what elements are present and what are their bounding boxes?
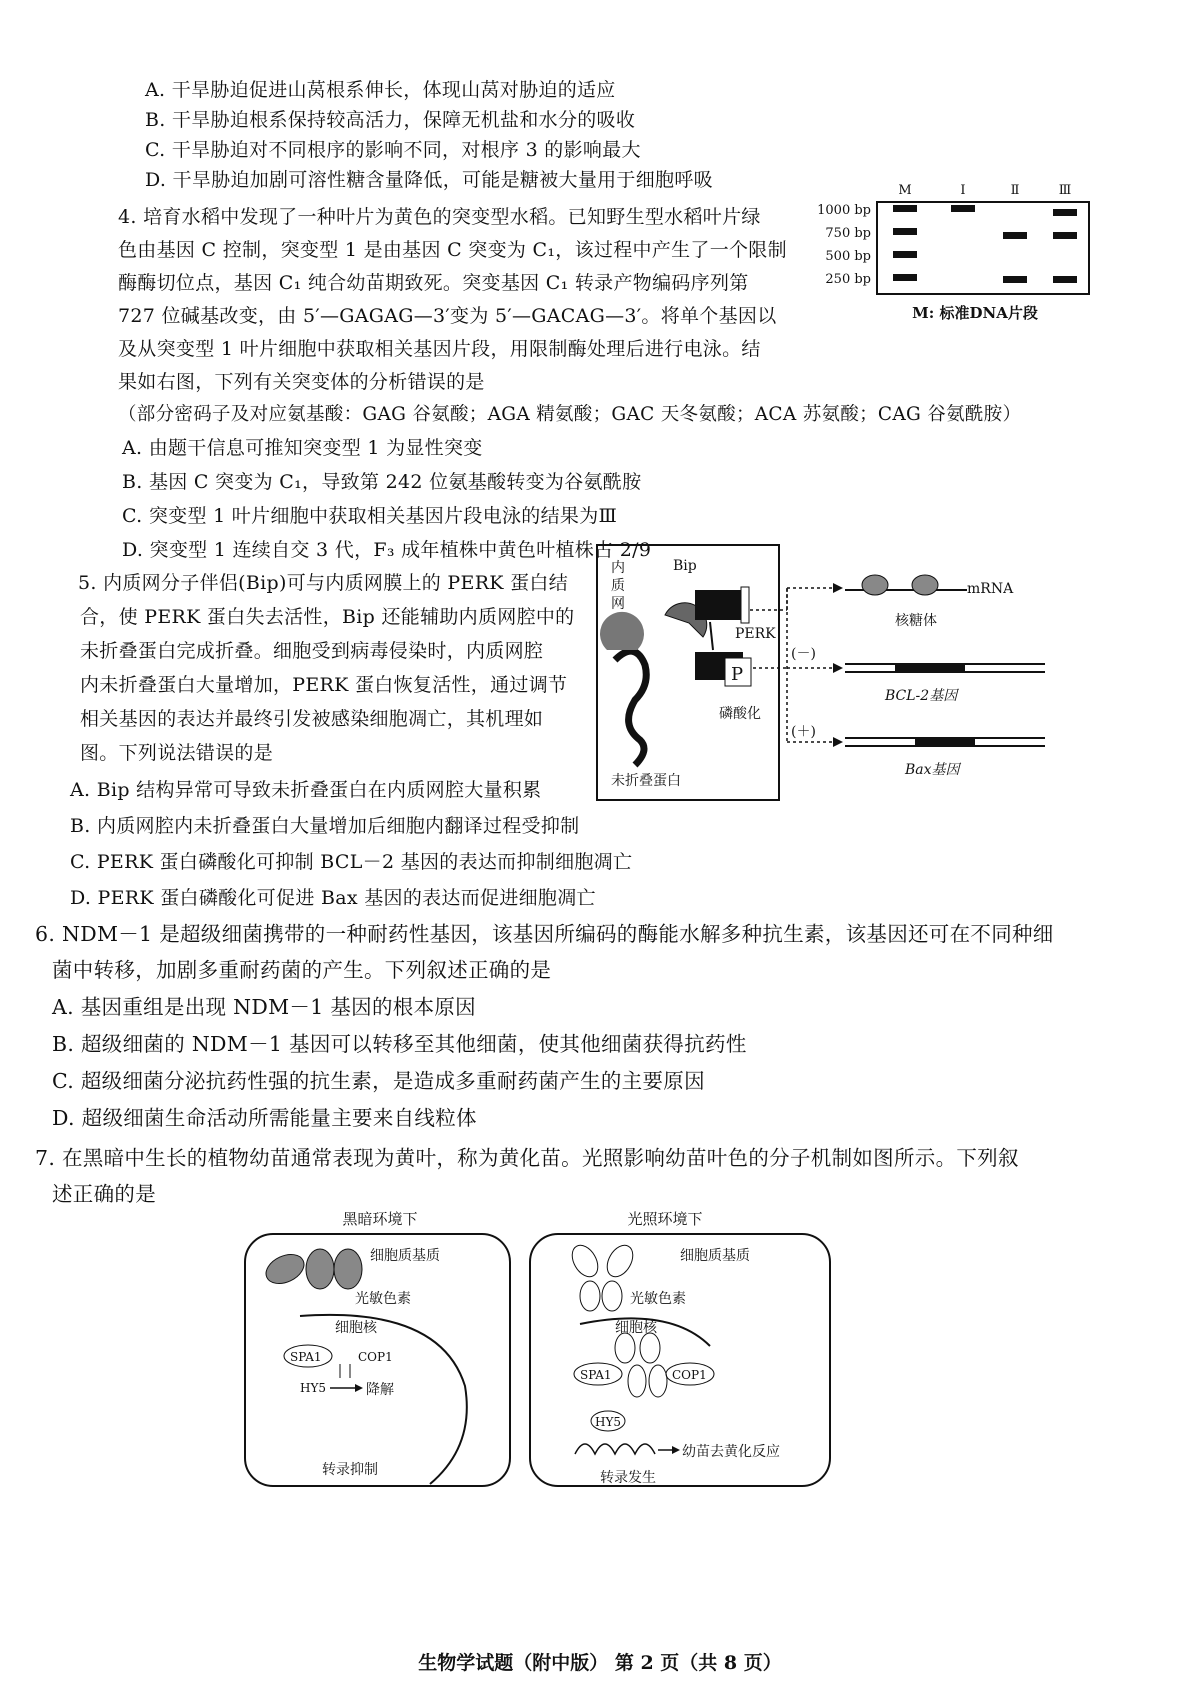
page-footer: 生物学试题（附中版） 第 2 页（共 8 页）	[418, 1652, 782, 1674]
gel-lane-label-1: Ⅰ	[960, 183, 966, 198]
bax-gene-block	[915, 737, 975, 747]
gel-band-2-250	[1003, 276, 1027, 283]
light-phytochrome-4	[602, 1281, 622, 1311]
q5-option-a: A. Bip 结构异常可导致未折叠蛋白在内质网腔大量积累	[70, 779, 542, 801]
er-label-3: 网	[611, 596, 625, 612]
perk-mechanism-diagram	[595, 540, 1075, 810]
gel-size-750: 750 bp	[825, 226, 871, 241]
mrna-label: mRNA	[967, 581, 1014, 597]
q5-stem-line-3: 未折叠蛋白完成折叠。细胞受到病毒侵染时，内质网腔	[80, 640, 544, 662]
q6-option-a: A. 基因重组是出现 NDM－1 基因的根本原因	[52, 995, 476, 1019]
light-spa1-label: SPA1	[580, 1368, 612, 1382]
q3-option-b: B. 干旱胁迫根系保持较高活力，保障无机盐和水分的吸收	[145, 109, 636, 131]
light-phytochrome-6	[640, 1333, 660, 1363]
perk-label: PERK	[735, 626, 776, 642]
q7-stem-line-1: 7. 在黑暗中生长的植物幼苗通常表现为黄叶，称为黄化苗。光照影响幼苗叶色的分子机制如图所示。下列叙	[35, 1146, 1019, 1170]
q7-stem-line-2: 述正确的是	[52, 1182, 156, 1206]
q4-option-d: D. 突变型 1 连续自交 3 代，F₃ 成年植株中黄色叶植株占 2/9	[122, 539, 652, 561]
bax-label: Bax基因	[905, 762, 960, 778]
unfolded-protein-label: 未折叠蛋白	[611, 773, 681, 789]
q6-option-d: D. 超级细菌生命活动所需能量主要来自线粒体	[52, 1106, 477, 1130]
gel-band-3-750	[1053, 232, 1077, 239]
q5-option-b: B. 内质网腔内未折叠蛋白大量增加后细胞内翻译过程受抑制	[70, 815, 580, 837]
dark-repress-label: 转录抑制	[322, 1462, 378, 1478]
dark-phytochrome-1	[261, 1249, 308, 1289]
gel-band-m-750	[893, 228, 917, 235]
ribosome-label: 核糖体	[895, 613, 937, 629]
gel-size-500: 500 bp	[825, 249, 871, 264]
light-deetiolation-label: 幼苗去黄化反应	[682, 1444, 780, 1460]
unfolded-protein-head	[600, 612, 644, 650]
plus-label: (＋)	[791, 724, 816, 740]
gel-caption: M: 标准DNA片段	[912, 304, 1038, 322]
light-phytochrome-2	[602, 1241, 638, 1281]
light-phytochrome-8	[649, 1365, 667, 1397]
dark-phytochrome-2	[306, 1249, 334, 1289]
phytochrome-diagram	[240, 1206, 850, 1496]
q6-stem-line-2: 菌中转移，加剧多重耐药菌的产生。下列叙述正确的是	[52, 958, 552, 982]
er-label-1: 内	[611, 560, 625, 576]
arrow-head-ribosome	[833, 583, 843, 593]
light-phytochrome-7	[628, 1365, 646, 1397]
bcl2-gene-block	[895, 663, 965, 673]
q6-option-c: C. 超级细菌分泌抗药性强的抗生素，是造成多重耐药菌产生的主要原因	[52, 1069, 705, 1093]
dark-nucleus-label: 细胞核	[335, 1320, 377, 1336]
gel-lane-label-3: Ⅲ	[1058, 183, 1072, 198]
light-transcription-label: 转录发生	[600, 1470, 656, 1486]
q4-option-b: B. 基因 C 突变为 C₁，导致第 242 位氨基酸转变为谷氨酰胺	[122, 471, 642, 493]
light-cytoplasm-label: 细胞质基质	[680, 1248, 750, 1264]
dark-nucleus-boundary	[300, 1315, 467, 1484]
arrow-head-bcl2	[833, 663, 843, 673]
q4-option-c: C. 突变型 1 叶片细胞中获取相关基因片段电泳的结果为Ⅲ	[122, 505, 618, 527]
light-nucleus-label: 细胞核	[615, 1320, 657, 1336]
bip-label: Bip	[673, 558, 697, 574]
gel-band-2-750	[1003, 232, 1027, 239]
dark-degrade-arrowhead	[355, 1384, 363, 1392]
q6-option-b: B. 超级细菌的 NDM－1 基因可以转移至其他细菌，使其他细菌获得抗药性	[52, 1032, 747, 1056]
q4-codon-note: （部分密码子及对应氨基酸：GAG 谷氨酸；AGA 精氨酸；GAC 天冬氨酸；ACA 苏氨酸；CAG 谷氨酰胺）	[118, 404, 1022, 425]
gel-band-m-500	[893, 251, 917, 258]
phosphorylation-label: 磷酸化	[719, 706, 761, 722]
perk-membrane-marker	[741, 587, 749, 623]
light-cop1-label: COP1	[672, 1368, 707, 1382]
bcl2-label: BCL-2基因	[885, 688, 958, 704]
q4-stem-line-2: 色由基因 C 控制，突变型 1 是由基因 C 突变为 C₁，该过程中产生了一个限制	[118, 239, 787, 261]
light-phytochrome-5	[615, 1333, 635, 1363]
gel-band-3-1000	[1053, 209, 1077, 216]
q4-stem-line-1: 4. 培育水稻中发现了一种叶片为黄色的突变型水稻。已知野生型水稻叶片绿	[118, 206, 761, 228]
light-hy5-label: HY5	[595, 1415, 622, 1429]
light-cell	[530, 1234, 830, 1486]
dark-phytochrome-label: 光敏色素	[355, 1291, 411, 1307]
q4-stem-line-5: 及从突变型 1 叶片细胞中获取相关基因片段，用限制酶处理后进行电泳。结	[118, 338, 761, 360]
er-label-2: 质	[611, 578, 625, 594]
gel-lane-label-m: M	[898, 183, 912, 198]
q5-stem-line-6: 图。下列说法错误的是	[80, 742, 274, 764]
q5-stem-line-2: 合，使 PERK 蛋白失去活性，Bip 还能辅助内质网腔中的	[80, 606, 575, 628]
q5-stem-line-5: 相关基因的表达并最终引发被感染细胞凋亡，其机理如	[80, 708, 544, 730]
dark-phytochrome-3	[334, 1249, 362, 1289]
dark-degrade-label: 降解	[366, 1382, 394, 1398]
dark-cytoplasm-label: 细胞质基质	[370, 1248, 440, 1264]
light-dna-wave	[575, 1444, 655, 1454]
q6-stem-line-1: 6. NDM－1 是超级细菌携带的一种耐药性基因，该基因所编码的酶能水解多种抗生素，该基因还可在不同种细	[35, 922, 1054, 946]
gel-size-250: 250 bp	[825, 272, 871, 287]
light-phytochrome-label: 光敏色素	[630, 1291, 686, 1307]
q5-option-d: D. PERK 蛋白磷酸化可促进 Bax 基因的表达而促进细胞凋亡	[70, 887, 596, 909]
gel-band-m-250	[893, 274, 917, 281]
gel-lane-label-2: Ⅱ	[1010, 183, 1020, 198]
gel-band-1-1000	[951, 205, 975, 212]
ribosome-1	[862, 575, 888, 595]
perk-upper-block	[695, 590, 743, 620]
unfolded-protein-shape	[615, 651, 646, 765]
q5-stem-line-1: 5. 内质网分子伴侣(Bip)可与内质网膜上的 PERK 蛋白结	[78, 572, 569, 594]
q4-stem-line-3: 酶酶切位点，基因 C₁ 纯合幼苗期致死。突变基因 C₁ 转录产物编码序列第	[118, 272, 749, 294]
gel-band-m-1000	[893, 205, 917, 212]
ribosome-2	[912, 575, 938, 595]
dark-hy5-label: HY5	[300, 1381, 327, 1395]
dark-title: 黑暗环境下	[342, 1210, 418, 1228]
q3-option-c: C. 干旱胁迫对不同根序的影响不同，对根序 3 的影响最大	[145, 139, 641, 161]
q5-option-c: C. PERK 蛋白磷酸化可抑制 BCL－2 基因的表达而抑制细胞凋亡	[70, 851, 633, 873]
phosphate-label: P	[731, 664, 744, 685]
minus-label: (－)	[791, 646, 816, 662]
dark-cop1-label: COP1	[358, 1350, 393, 1364]
light-phytochrome-1	[567, 1241, 603, 1281]
q4-stem-line-6: 果如右图，下列有关突变体的分析错误的是	[118, 371, 485, 393]
q3-option-a: A. 干旱胁迫促进山莴根系伸长，体现山莴对胁迫的适应	[145, 79, 616, 101]
dark-spa1-label: SPA1	[290, 1350, 322, 1364]
perk-arrow	[710, 622, 713, 650]
q5-stem-line-4: 内未折叠蛋白大量增加，PERK 蛋白恢复活性，通过调节	[80, 674, 568, 696]
light-phytochrome-3	[580, 1281, 600, 1311]
light-title: 光照环境下	[627, 1210, 703, 1228]
gel-size-1000: 1000 bp	[817, 203, 871, 218]
q3-option-d: D. 干旱胁迫加剧可溶性糖含量降低，可能是糖被大量用于细胞呼吸	[145, 169, 713, 191]
gel-band-3-250	[1053, 276, 1077, 283]
light-response-arrowhead	[672, 1446, 680, 1454]
gel-electrophoresis-figure	[815, 180, 1100, 340]
arrow-head-bax	[833, 737, 843, 747]
q4-stem-line-4: 727 位碱基改变，由 5′—GAGAG—3′变为 5′—GACAG—3′。将单个基因以	[118, 305, 777, 327]
q4-option-a: A. 由题干信息可推知突变型 1 为显性突变	[122, 437, 483, 459]
